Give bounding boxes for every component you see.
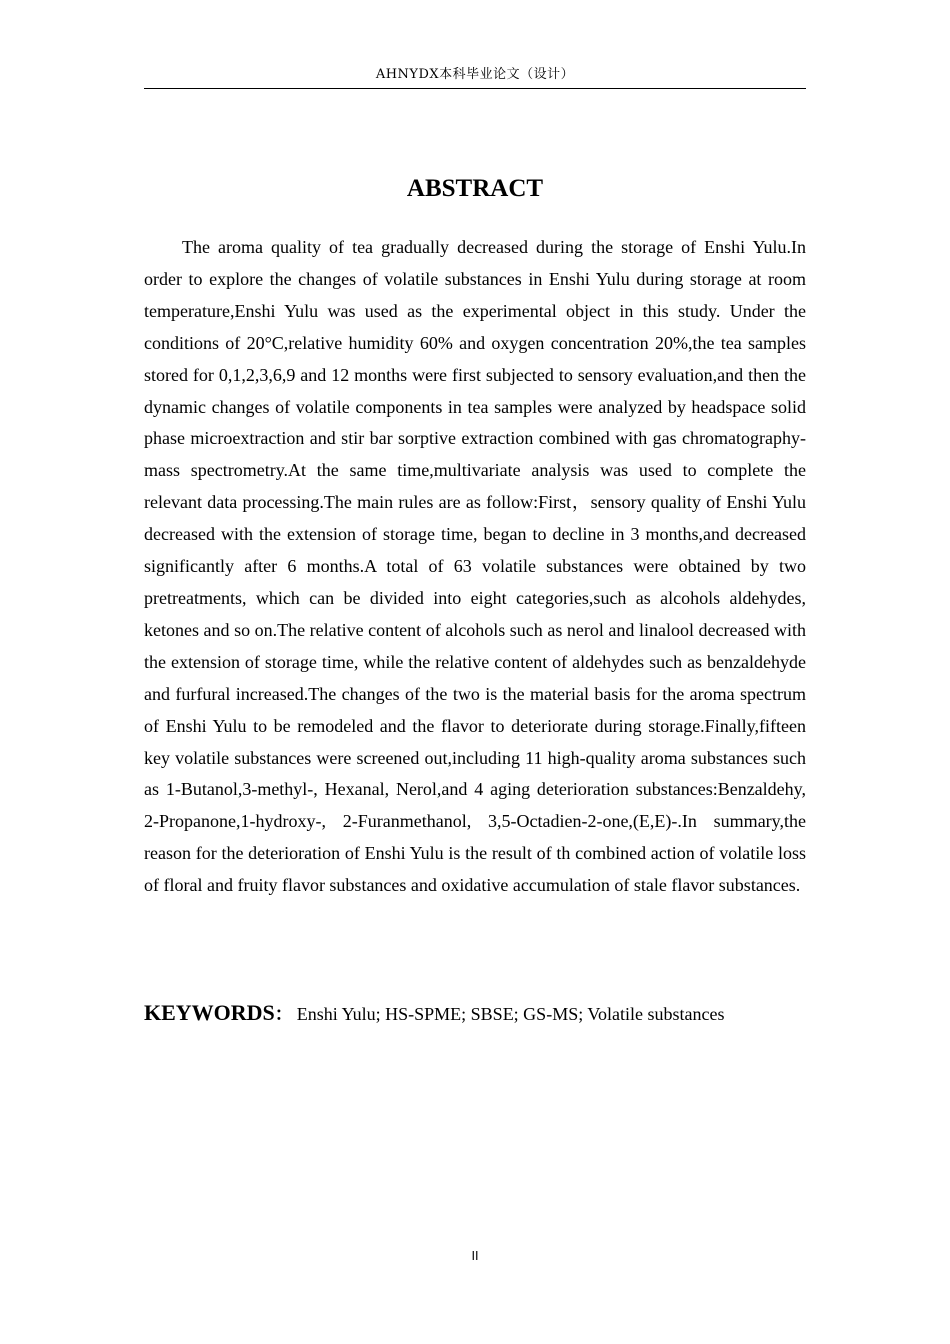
keywords-label: KEYWORDS [144, 1000, 275, 1025]
keywords-list: Enshi Yulu; HS-SPME; SBSE; GS-MS; Volatile substances [296, 1004, 725, 1024]
running-header: AHNYDX本科毕业论文（设计） [375, 67, 575, 82]
page-number: II [471, 1249, 479, 1263]
abstract-body: The aroma quality of tea gradually decreased during the storage of Enshi Yulu.In order to explore the changes of volatile substances in Enshi Yulu during storage at room temperature,Enshi Yulu was used as the experimental object in this study. Under the conditions of 20°C,relative humidity 60% and oxygen concentration 20%,the tea samples stored for 0,1,2,3,6,9 and 12 months were first subjected to sensory evaluation,and then the dynamic changes of volatile components in tea samples were analyzed by headspace solid phase microextraction and stir bar sorptive extraction combined with gas chromatography-mass spectrometry.At the same time,multivariate analysis was used to complete the relevant data processing.The main rules are as follow:First，sensory quality of Enshi Yulu decreased with the extension of storage time, began to decline in 3 months,and decreased significantly after 6 months.A total of 63 volatile substances were obtained by two pretreatments, which can be divided into eight categories,such as alcohols aldehydes, ketones and so on.The relative content of alcohols such as nerol and linalool decreased with the extension of storage time, while the relative content of aldehydes such as benzaldehyde and furfural increased.The changes of the two is the material basis for the aroma spectrum of Enshi Yulu to be remodeled and the flavor to deteriorate during storage.Finally,fifteen key volatile substances were screened out,including 11 high-quality aroma substances such as 1-Butanol,3-methyl-, Hexanal, Nerol,and 4 aging deterioration substances:Benzaldehy, 2-Propanone,1-hydroxy-, 2-Furanmethanol, 3,5-Octadien-2-one,(E,E)-.In summary,the reason for the deterioration of Enshi Yulu is the result of th combined action of volatile loss of floral and fruity flavor substances and oxidative accumulation of stale flavor substances. [144, 237, 806, 896]
abstract-title: ABSTRACT [406, 175, 544, 202]
keywords-separator: ： [274, 1004, 293, 1025]
header-rule [144, 88, 806, 89]
keywords-line [144, 996, 806, 1033]
